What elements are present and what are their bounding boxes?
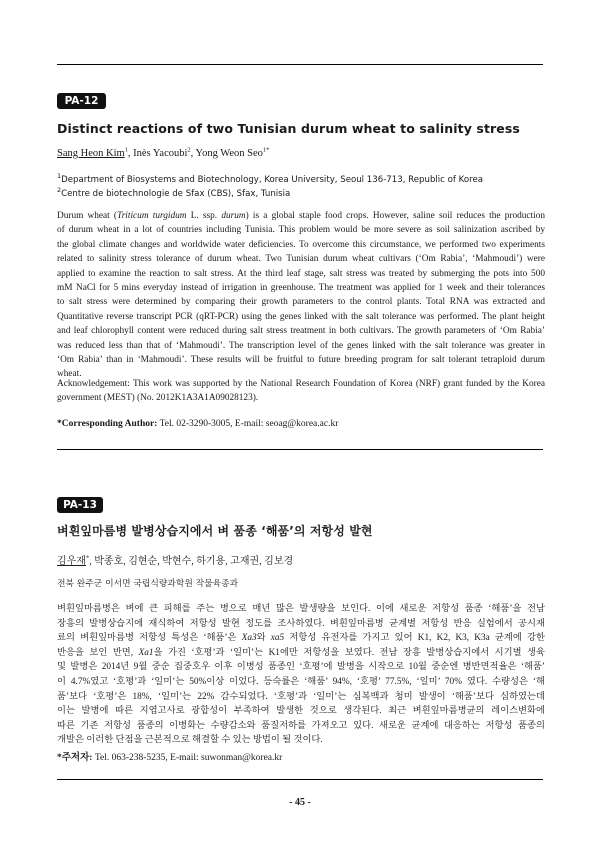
abstract-line: the global climate changes and worldwide water deficiencies. To overcome this circumstance, we performed two experiments	[57, 239, 545, 250]
section-divider	[57, 449, 543, 450]
abstract-line: Quantitative reverse transcript PCR (qRT-PCR) using the genes linked with the salt tolerance was performed. The plant height	[57, 311, 545, 322]
abstract-line: mM NaCl for 5 mins everyday instead of irrigation in greenhouse. The treatment was applied for 1 week and their tolerances	[57, 283, 545, 294]
author-affiliation-mark: 2	[187, 146, 191, 154]
author-name: Yong Weon Seo	[195, 148, 263, 159]
affiliation-text: Centre de biotechnologie de Sfax (CBS), Sfax, Tunisia	[61, 189, 291, 199]
author-name: Inès Yacoubi	[133, 148, 188, 159]
abstract-line: 및 발병은 2014년 9월 중순 집중호우 이후 이병성 품종인 ‘호평’에 발병을 시작으로 10월 중순엔 병반면적율은 ‘해품’	[57, 662, 545, 673]
corresponding-label: *주저자:	[57, 753, 93, 763]
author-name: 김보경	[264, 556, 294, 567]
acknowledgement	[57, 377, 545, 406]
author-name: 김현순	[128, 556, 158, 567]
bottom-rule	[57, 779, 543, 780]
abstract-title: Distinct reactions of two Tunisian durum wheat to salinity stress	[57, 121, 520, 136]
author-affiliation-mark: 1*	[262, 146, 270, 154]
abstract-line: of durum wheat in a lot of countries including Tunisia. This problem would be more severe as soil salinization ascribed by	[57, 225, 545, 236]
affiliation: 전북 완주군 이서면 국립식량과학원 작물육종과	[57, 579, 239, 589]
corresponding-contact: Tel. 063-238-5235, E-mail: suwonman@korea.kr	[94, 753, 283, 763]
corresponding-label: *Corresponding Author:	[57, 419, 158, 429]
abstract-line: 품’보다 ‘호평’은 18%, ‘일미’는 22% 감수되었다. ‘호평’과 ‘일미’는 심복백과 청미 발생이 ‘해품’보다 심하였는데	[57, 691, 545, 702]
affiliation-text: Department of Biosystems and Biotechnology, Korea University, Seoul 136-713, Republic of Korea	[61, 175, 484, 185]
page-number: - 45 -	[289, 797, 311, 808]
author-separator: ,	[191, 556, 197, 567]
gene-name: xa5	[270, 633, 285, 644]
abstract-line: was reduced less than that of ‘Mahmoudi’. The transcription level of the genes linked with the salt tolerance was greater in	[57, 340, 545, 351]
author-separator: ,	[259, 556, 265, 567]
abstract-id-badge: PA-12	[57, 93, 106, 109]
abstract-line: 이는 발병에 따른 지엽고사로 광합성이 부족하여 발생한 것으로 생각된다. 최근 벼흰잎마름병균의 레이스변화에	[57, 706, 545, 717]
abstract-body	[57, 602, 545, 748]
author-name: 고재권	[230, 556, 260, 567]
affiliation-line	[57, 187, 483, 201]
author-separator: ,	[123, 556, 129, 567]
abstract-body	[57, 209, 545, 382]
corresponding-contact: Tel. 02-3290-3005, E-mail: seoag@korea.ac.kr	[159, 419, 339, 429]
abstract-line: 개발은 이러한 단점을 근본적으로 해결할 수 있는 방법이 될 것이다.	[57, 735, 323, 746]
affiliation-list	[57, 173, 483, 201]
abstract-line: related to salinity stress tolerance of durum wheat. Two Tunisian durum wheat cultivars (‘Om Rabia’, ‘Mahmoudi’) were	[57, 254, 545, 265]
author-name: 박현수	[162, 556, 192, 567]
affiliation-mark: 2	[57, 186, 62, 195]
abstract-line: to salt stress were determined by comparing their growth parameters to the control plants. Total RNA was extracted and	[57, 297, 545, 308]
gene-name: Xa1	[138, 647, 154, 658]
author-name: 김우재	[57, 556, 86, 567]
abstract-line: 따른 기존 저항성 품종의 이병화는 수량감소와 품질저하를 가져오고 있다. 새로운 균계에 대응하는 저항성 품종의	[57, 720, 545, 731]
corresponding-author	[57, 749, 282, 763]
author-mark: *	[85, 554, 90, 562]
abstract-line: applied to examine the reaction to salt stress. At the third leaf stage, salt stress was treated by submerging the pots into 500	[57, 268, 545, 279]
author-separator: ,	[190, 148, 196, 159]
author-name: 박종호	[94, 556, 124, 567]
author-affiliation-mark: 1	[124, 146, 128, 154]
acknowledgement-line: Acknowledgement: This work was supported by the National Research Foundation of Korea (NRF) grant funded by the Korea	[57, 379, 545, 389]
top-rule	[57, 64, 543, 65]
author-name: 하기용	[196, 556, 226, 567]
affiliation-mark: 1	[57, 172, 62, 181]
abstract-line: ‘Om Rabia’ than in ‘Mahmoudi’. These results will be fruitful to future breeding program for salt tolerant tetraploid durum	[57, 355, 545, 366]
author-separator: ,	[225, 556, 231, 567]
abstract-line: and leaf chlorophyll content were reduced during salt stress treatment in both cultivars. The growth parameters of ‘Om Rabia’	[57, 326, 545, 337]
gene-name: Xa3	[241, 633, 257, 644]
abstract-line: 료의 벼흰잎마름병 저항성 특성은 ‘해품’은 Xa3와 xa5 저항성 유전자를 가지고 있어 K1, K2, K3, K3a 균계에 강한	[57, 633, 545, 644]
abstract-line: wheat.	[57, 369, 82, 380]
abstract-line: Durum wheat (Triticum turgidum L. ssp. durum) is a global staple food crops. However, saline soil reduces the production	[57, 211, 545, 221]
abstract-line: 반응을 보인 반면, Xa1을 가진 ‘호평’과 ‘일미’는 K1에만 저항성을 보였다. 전남 장흥 발병상습지에서 시기별 생육	[57, 647, 545, 658]
subspecies-name: durum	[221, 211, 246, 221]
affiliation-line	[57, 173, 483, 187]
abstract-line: 벼흰잎마름병은 벼에 큰 피해를 주는 병으로 매년 많은 발생량을 보인다. 이에 새로운 저항성 품종 ‘해품’을 전남	[57, 604, 545, 614]
author-list	[57, 148, 269, 159]
abstract-id-badge: PA-13	[57, 497, 103, 513]
corresponding-author	[57, 419, 338, 429]
author-list	[57, 552, 293, 567]
author-separator: ,	[157, 556, 163, 567]
abstract-title: 벼흰잎마름병 발병상습지에서 벼 품종 ‘해품’의 저항성 발현	[57, 524, 373, 538]
author-name: Sang Heon Kim	[57, 148, 125, 159]
abstract-line: 장흥의 발병상습지에 재식하여 저항성 발현 정도를 조사하였다. 벼흰잎마름병 균계별 저항성 반응 실험에서 공시재	[57, 618, 545, 629]
species-name: Triticum turgidum	[117, 211, 187, 221]
author-separator: ,	[89, 556, 95, 567]
acknowledgement-line: government (MEST) (No. 2012K1A3A1A09028123).	[57, 393, 259, 404]
abstract-line: 이 4.7%였고 ‘호평’과 ‘일미’는 50%이상 이었다. 등숙률은 ‘해품’ 94%, ‘호평’ 77.5%, ‘일미’ 70% 였다. 수량성은 ‘해	[57, 676, 545, 687]
author-separator: ,	[127, 148, 134, 159]
